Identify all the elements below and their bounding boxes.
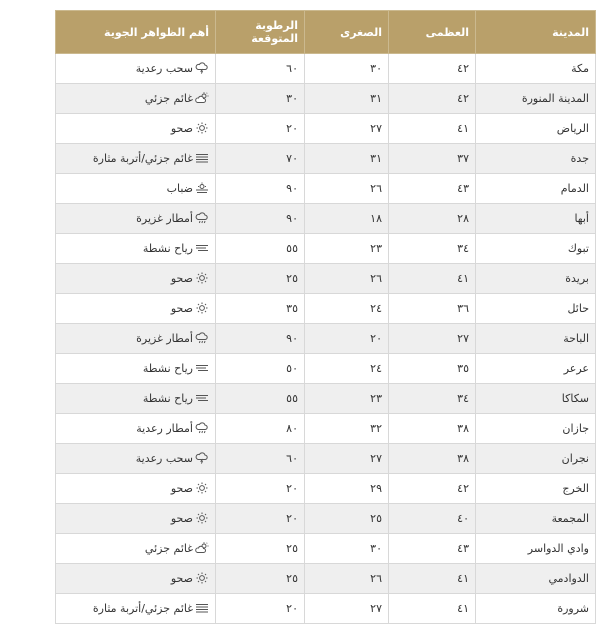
- header-city: المدينة: [476, 11, 596, 54]
- dust-icon: [195, 152, 209, 164]
- phenomena-label: صحو: [170, 572, 193, 585]
- cell-city: الدمام: [476, 174, 596, 204]
- partly-cloudy-icon: [195, 542, 209, 554]
- cell-min: ٣١: [305, 144, 389, 174]
- cell-phenomena: [56, 384, 216, 414]
- cell-max: ٤٢: [389, 474, 476, 504]
- cell-phenomena: [56, 474, 216, 504]
- header-humidity: الرطوبة المتوقعة: [216, 11, 305, 54]
- phenomena-label: صحو: [170, 512, 193, 525]
- phenomena-label: رياح نشطة: [142, 392, 193, 405]
- cell-min: ٣٠: [305, 54, 389, 84]
- wind-icon: [195, 242, 209, 254]
- rain-cloud-icon: [195, 422, 209, 434]
- cell-phenomena: [56, 324, 216, 354]
- phenomena-label: غائم جزئي/أتربة مثارة: [92, 602, 193, 615]
- table-row: [56, 144, 596, 174]
- cell-city: الدوادمي: [476, 564, 596, 594]
- sun-icon: [195, 572, 209, 584]
- cell-max: ٣٨: [389, 444, 476, 474]
- cell-min: ٣٢: [305, 414, 389, 444]
- table-row: [56, 174, 596, 204]
- cell-max: ٤١: [389, 264, 476, 294]
- cell-humidity: ٨٠: [216, 414, 305, 444]
- cell-humidity: ٦٠: [216, 54, 305, 84]
- cell-phenomena: [56, 534, 216, 564]
- cell-max: ٤١: [389, 564, 476, 594]
- cell-max: ٣٤: [389, 234, 476, 264]
- cell-max: ٤٢: [389, 84, 476, 114]
- cell-phenomena: [56, 594, 216, 624]
- cell-phenomena: [56, 354, 216, 384]
- phenomena-label: رياح نشطة: [142, 242, 193, 255]
- cell-humidity: ٧٠: [216, 144, 305, 174]
- cell-humidity: ٢٥: [216, 564, 305, 594]
- cell-city: تبوك: [476, 234, 596, 264]
- table-row: [56, 234, 596, 264]
- cell-city: المدينة المنورة: [476, 84, 596, 114]
- header-max: العظمى: [389, 11, 476, 54]
- table-body: [56, 54, 596, 624]
- phenomena-label: سحب رعدية: [135, 62, 193, 75]
- phenomena-label: أمطار غزيرة: [136, 332, 193, 345]
- table-row: [56, 84, 596, 114]
- cell-phenomena: [56, 414, 216, 444]
- cell-min: ٢٦: [305, 174, 389, 204]
- cell-humidity: ٢٠: [216, 114, 305, 144]
- table-row: [56, 444, 596, 474]
- phenomena-label: سحب رعدية: [135, 452, 193, 465]
- phenomena-label: صحو: [170, 272, 193, 285]
- sun-icon: [195, 272, 209, 284]
- table-row: [56, 114, 596, 144]
- table-row: [56, 204, 596, 234]
- cell-phenomena: [56, 54, 216, 84]
- cell-min: ١٨: [305, 204, 389, 234]
- table-row: [56, 54, 596, 84]
- weather-table-container: [55, 10, 595, 624]
- partly-cloudy-icon: [195, 92, 209, 104]
- thunder-cloud-icon: [195, 62, 209, 74]
- wind-icon: [195, 392, 209, 404]
- cell-phenomena: [56, 144, 216, 174]
- cell-city: الخرج: [476, 474, 596, 504]
- cell-min: ٢٧: [305, 114, 389, 144]
- cell-humidity: ٩٠: [216, 324, 305, 354]
- cell-min: ٢٣: [305, 384, 389, 414]
- cell-phenomena: [56, 564, 216, 594]
- phenomena-label: غائم جزئي: [144, 92, 193, 105]
- cell-max: ٣٨: [389, 414, 476, 444]
- cell-city: جازان: [476, 414, 596, 444]
- cell-max: ٤٣: [389, 534, 476, 564]
- cell-min: ٢٦: [305, 564, 389, 594]
- table-row: [56, 264, 596, 294]
- phenomena-label: صحو: [170, 302, 193, 315]
- cell-phenomena: [56, 444, 216, 474]
- phenomena-label: ضباب: [166, 182, 193, 195]
- table-row: [56, 504, 596, 534]
- sun-icon: [195, 302, 209, 314]
- cell-humidity: ٥٥: [216, 384, 305, 414]
- table-row: [56, 564, 596, 594]
- cell-min: ٢٤: [305, 294, 389, 324]
- cell-humidity: ٢٥: [216, 534, 305, 564]
- cell-min: ٣١: [305, 84, 389, 114]
- cell-max: ٣٧: [389, 144, 476, 174]
- header-min: الصغرى: [305, 11, 389, 54]
- cell-city: شرورة: [476, 594, 596, 624]
- cell-city: حائل: [476, 294, 596, 324]
- cell-humidity: ٢٠: [216, 594, 305, 624]
- cell-humidity: ٦٠: [216, 444, 305, 474]
- sun-icon: [195, 482, 209, 494]
- cell-min: ٢٦: [305, 264, 389, 294]
- cell-min: ٢٩: [305, 474, 389, 504]
- cell-humidity: ٢٠: [216, 474, 305, 504]
- cell-city: نجران: [476, 444, 596, 474]
- cell-city: مكة: [476, 54, 596, 84]
- table-row: [56, 594, 596, 624]
- cell-min: ٣٠: [305, 534, 389, 564]
- wind-icon: [195, 362, 209, 374]
- cell-phenomena: [56, 204, 216, 234]
- cell-city: الرياض: [476, 114, 596, 144]
- cell-city: عرعر: [476, 354, 596, 384]
- header-phenomena: أهم الظواهر الجوية: [56, 11, 216, 54]
- table-row: [56, 474, 596, 504]
- cell-humidity: ٣٠: [216, 84, 305, 114]
- cell-city: وادي الدواسر: [476, 534, 596, 564]
- cell-phenomena: [56, 294, 216, 324]
- cell-min: ٢٠: [305, 324, 389, 354]
- table-header-row: [56, 11, 596, 54]
- cell-max: ٤١: [389, 594, 476, 624]
- rain-cloud-icon: [195, 212, 209, 224]
- table-row: [56, 324, 596, 354]
- cell-min: ٢٥: [305, 504, 389, 534]
- cell-phenomena: [56, 234, 216, 264]
- cell-city: بريدة: [476, 264, 596, 294]
- cell-min: ٢٣: [305, 234, 389, 264]
- cell-max: ٢٧: [389, 324, 476, 354]
- sun-icon: [195, 512, 209, 524]
- cell-humidity: ٢٠: [216, 504, 305, 534]
- cell-phenomena: [56, 264, 216, 294]
- cell-phenomena: [56, 174, 216, 204]
- phenomena-label: أمطار غزيرة: [136, 212, 193, 225]
- table-row: [56, 534, 596, 564]
- cell-max: ٤٠: [389, 504, 476, 534]
- cell-max: ٣٦: [389, 294, 476, 324]
- cell-humidity: ٢٥: [216, 264, 305, 294]
- phenomena-label: أمطار رعدية: [136, 422, 193, 435]
- cell-max: ٤١: [389, 114, 476, 144]
- table-row: [56, 294, 596, 324]
- cell-phenomena: [56, 504, 216, 534]
- cell-city: الباحة: [476, 324, 596, 354]
- cell-humidity: ٩٠: [216, 204, 305, 234]
- cell-min: ٢٧: [305, 594, 389, 624]
- cell-humidity: ٣٥: [216, 294, 305, 324]
- cell-max: ٣٤: [389, 384, 476, 414]
- phenomena-label: غائم جزئي/أتربة مثارة: [92, 152, 193, 165]
- rain-cloud-icon: [195, 332, 209, 344]
- phenomena-label: رياح نشطة: [142, 362, 193, 375]
- weather-table: [55, 10, 596, 624]
- cell-humidity: ٥٥: [216, 234, 305, 264]
- table-row: [56, 354, 596, 384]
- sun-icon: [195, 122, 209, 134]
- cell-phenomena: [56, 114, 216, 144]
- cell-humidity: ٩٠: [216, 174, 305, 204]
- cell-max: ٤٣: [389, 174, 476, 204]
- cell-city: أبها: [476, 204, 596, 234]
- cell-min: ٢٧: [305, 444, 389, 474]
- cell-humidity: ٥٠: [216, 354, 305, 384]
- cell-city: المجمعة: [476, 504, 596, 534]
- fog-icon: [195, 182, 209, 194]
- phenomena-label: غائم جزئي: [144, 542, 193, 555]
- cell-max: ٢٨: [389, 204, 476, 234]
- phenomena-label: صحو: [170, 482, 193, 495]
- cell-max: ٣٥: [389, 354, 476, 384]
- thunder-cloud-icon: [195, 452, 209, 464]
- cell-city: جدة: [476, 144, 596, 174]
- cell-max: ٤٢: [389, 54, 476, 84]
- cell-city: سكاكا: [476, 384, 596, 414]
- table-row: [56, 384, 596, 414]
- cell-min: ٢٤: [305, 354, 389, 384]
- cell-phenomena: [56, 84, 216, 114]
- phenomena-label: صحو: [170, 122, 193, 135]
- table-row: [56, 414, 596, 444]
- dust-icon: [195, 602, 209, 614]
